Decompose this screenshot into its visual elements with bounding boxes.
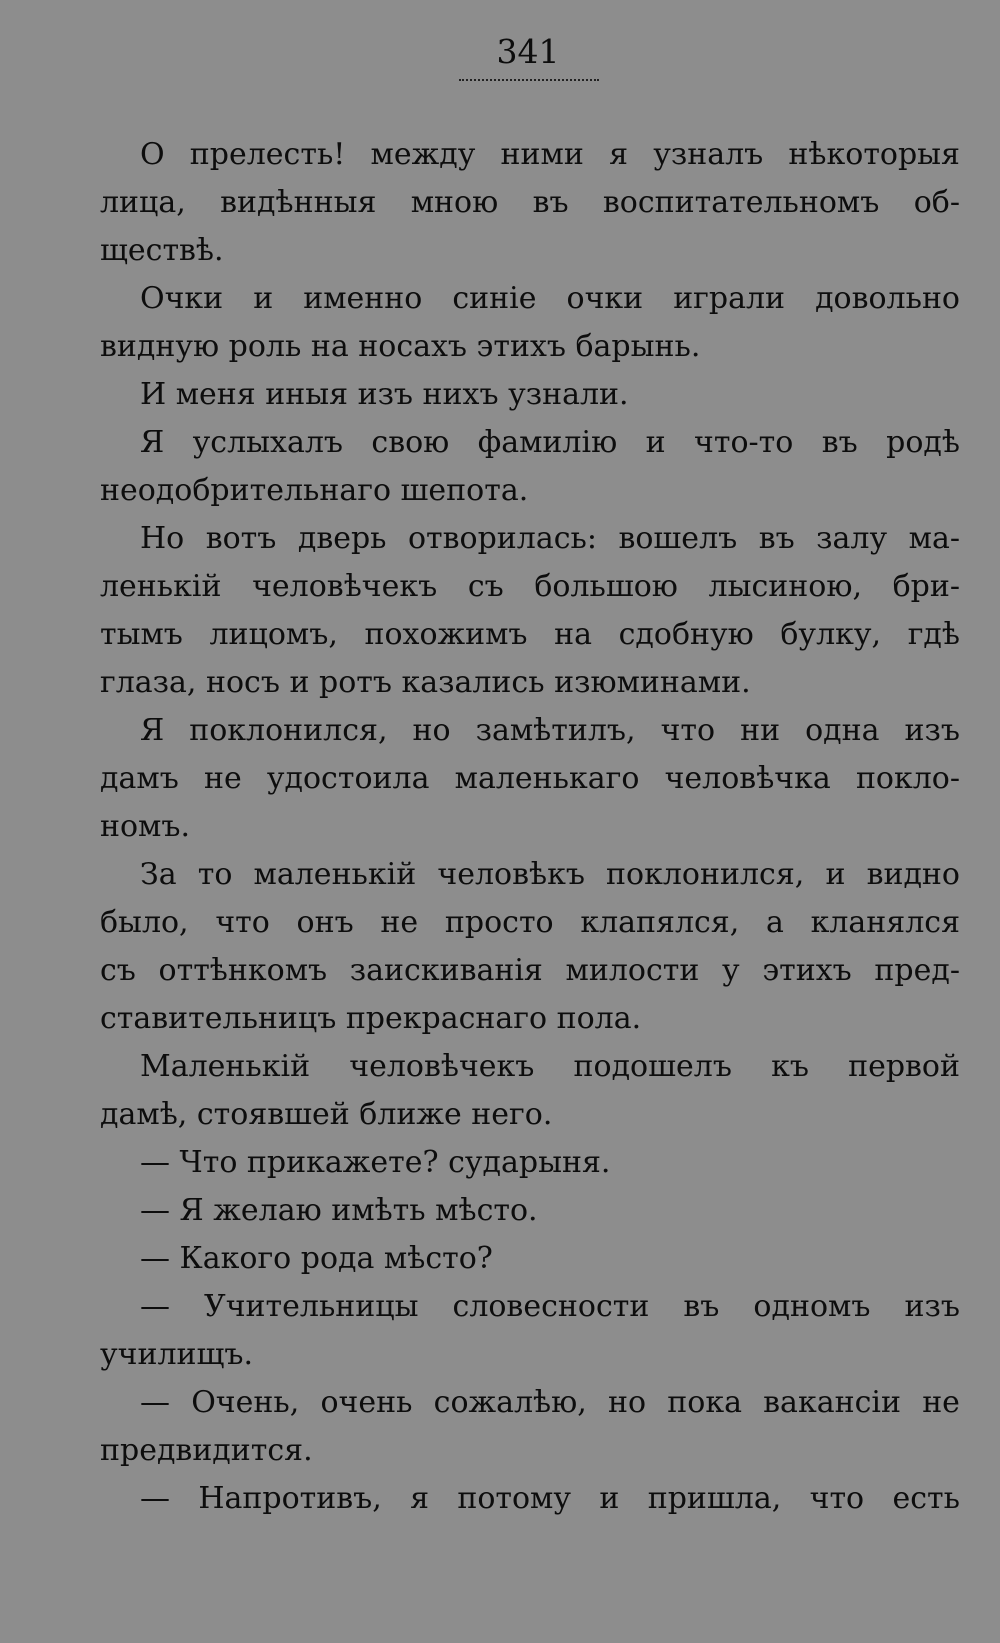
text-line	[100, 947, 960, 995]
text-word: Учительницы	[204, 1289, 419, 1324]
text-line: — Что прикажете? сударыня.	[140, 1145, 611, 1180]
text-line: предвидится.	[100, 1433, 313, 1468]
text-word: я	[609, 137, 628, 172]
text-word: довольно	[815, 281, 960, 316]
text-word: ма-	[908, 521, 960, 556]
text-line: ществѣ.	[100, 233, 224, 268]
text-word: но	[608, 1385, 647, 1420]
text-word: вакансіи	[763, 1385, 901, 1420]
text-word: играли	[673, 281, 786, 316]
text-word: въ	[532, 185, 569, 220]
text-word: Очень,	[191, 1385, 300, 1420]
text-word: Я	[140, 713, 165, 748]
text-word: и	[253, 281, 274, 316]
text-word: тымъ	[100, 617, 183, 652]
text-word: подошелъ	[573, 1049, 732, 1084]
text-word: —	[140, 1385, 170, 1420]
text-word: и	[825, 857, 846, 892]
text-line: неодобрительнаго шепота.	[100, 473, 529, 508]
text-word: пришла,	[647, 1481, 782, 1516]
text-word: изъ	[904, 713, 960, 748]
text-word: этихъ	[762, 953, 852, 988]
text-word: пред-	[874, 953, 960, 988]
text-word: но	[412, 713, 451, 748]
text-word: въ	[683, 1289, 720, 1324]
text-word: одномъ	[753, 1289, 871, 1324]
text-word: въ	[758, 521, 795, 556]
text-line	[100, 515, 960, 563]
text-line	[100, 899, 960, 947]
text-word: похожимъ	[364, 617, 528, 652]
text-word: Маленькій	[140, 1049, 311, 1084]
text-word: въ	[821, 425, 858, 460]
text-word: не	[203, 761, 242, 796]
text-word: дамъ	[100, 761, 179, 796]
text-word: родѣ	[886, 425, 960, 460]
text-word: то	[197, 857, 233, 892]
text-line	[100, 1043, 960, 1091]
text-word: было,	[100, 905, 189, 940]
text-word: между	[370, 137, 476, 172]
text-word: кланялся	[810, 905, 960, 940]
text-word: я	[410, 1481, 430, 1516]
text-line	[100, 563, 960, 611]
text-line	[100, 179, 960, 227]
text-word: дверь	[297, 521, 387, 556]
text-line: — Какого рода мѣсто?	[140, 1241, 493, 1276]
text-line	[100, 131, 960, 179]
text-word: маленькаго	[454, 761, 640, 796]
text-word: синіе	[452, 281, 537, 316]
text-word: —	[140, 1481, 170, 1516]
text-word: Очки	[140, 281, 224, 316]
text-line	[100, 1379, 960, 1427]
text-word: лысиною,	[708, 569, 862, 604]
text-line: И меня иныя изъ нихъ узнали.	[140, 377, 629, 412]
text-word: съ	[100, 953, 136, 988]
text-word: гдѣ	[907, 617, 960, 652]
text-line: видную роль на носахъ этихъ барынь.	[100, 329, 701, 364]
text-word: Но	[140, 521, 185, 556]
text-line	[100, 419, 960, 467]
text-word: залу	[816, 521, 888, 556]
text-word: ними	[500, 137, 584, 172]
text-word: прелесть!	[189, 137, 346, 172]
text-word: фамилію	[477, 425, 618, 460]
header-rule	[459, 79, 599, 81]
text-word: оттѣнкомъ	[158, 953, 328, 988]
text-word: человѣчекъ	[349, 1049, 535, 1084]
text-word: маленькій	[253, 857, 417, 892]
text-word: и	[599, 1481, 620, 1516]
text-word: За	[140, 857, 177, 892]
text-word: просто	[444, 905, 554, 940]
text-word: что-то	[694, 425, 794, 460]
text-word: булку,	[780, 617, 882, 652]
text-word: на	[554, 617, 593, 652]
text-word: а	[765, 905, 784, 940]
text-line	[100, 1475, 960, 1523]
text-word: къ	[771, 1049, 809, 1084]
text-word: лицомъ,	[209, 617, 338, 652]
text-word: большою	[534, 569, 678, 604]
text-line: — Я желаю имѣть мѣсто.	[140, 1193, 538, 1228]
text-word: видно	[866, 857, 960, 892]
text-word: клапялся,	[580, 905, 740, 940]
text-word: об-	[913, 185, 960, 220]
text-word: что	[809, 1481, 865, 1516]
text-line: номъ.	[100, 809, 191, 844]
text-line	[100, 611, 960, 659]
text-word: онъ	[296, 905, 354, 940]
text-word: именно	[303, 281, 423, 316]
text-word: очки	[566, 281, 644, 316]
text-word: лица,	[100, 185, 186, 220]
text-word: что	[215, 905, 270, 940]
text-word: заискиванія	[349, 953, 543, 988]
body-text	[100, 131, 960, 1523]
text-word: не	[380, 905, 419, 940]
text-word: замѣтилъ,	[475, 713, 636, 748]
text-word: сдобную	[618, 617, 754, 652]
text-word: человѣкъ	[437, 857, 585, 892]
text-line: дамѣ, стоявшей ближе него.	[100, 1097, 553, 1132]
text-word: что	[660, 713, 716, 748]
text-word: воспитательномъ	[602, 185, 880, 220]
text-word: —	[140, 1289, 170, 1324]
text-word: поклонился,	[189, 713, 388, 748]
text-word: есть	[892, 1481, 960, 1516]
text-word: свою	[371, 425, 450, 460]
text-word: Я	[140, 425, 165, 460]
text-word: Напротивъ,	[198, 1481, 382, 1516]
text-word: милости	[565, 953, 700, 988]
text-word: одна	[805, 713, 880, 748]
text-word: мною	[410, 185, 499, 220]
text-word: нѣкоторыя	[788, 137, 960, 172]
text-word: ни	[740, 713, 781, 748]
text-word: удостоила	[266, 761, 430, 796]
text-line: ставительницъ прекраснаго пола.	[100, 1001, 642, 1036]
text-word: покло-	[855, 761, 960, 796]
text-word: и	[645, 425, 666, 460]
text-line	[100, 1283, 960, 1331]
text-word: ленькій	[100, 569, 222, 604]
text-word: первой	[848, 1049, 960, 1084]
text-word: услыхалъ	[192, 425, 343, 460]
text-line	[100, 707, 960, 755]
text-word: О	[140, 137, 165, 172]
text-line	[100, 275, 960, 323]
text-word: узналъ	[653, 137, 764, 172]
text-word: поклонился,	[606, 857, 805, 892]
text-word: вошелъ	[618, 521, 738, 556]
text-line	[100, 851, 960, 899]
text-line: училищъ.	[100, 1337, 254, 1372]
text-word: видѣнныя	[220, 185, 377, 220]
text-word: человѣчка	[664, 761, 831, 796]
text-word: пока	[667, 1385, 742, 1420]
text-word: съ	[467, 569, 504, 604]
text-word: отворилась:	[407, 521, 597, 556]
text-word: сожалѣю,	[433, 1385, 587, 1420]
text-word: бри-	[892, 569, 960, 604]
text-word: у	[722, 953, 740, 988]
text-word: потому	[457, 1481, 572, 1516]
text-line: глаза, носъ и ротъ казались изюминами.	[100, 665, 751, 700]
page-number: 341	[496, 32, 560, 71]
text-word: человѣчекъ	[252, 569, 438, 604]
text-word: не	[922, 1385, 960, 1420]
text-word: очень	[320, 1385, 413, 1420]
text-word: изъ	[904, 1289, 960, 1324]
text-word: вотъ	[205, 521, 277, 556]
text-word: словесности	[452, 1289, 650, 1324]
text-line	[100, 755, 960, 803]
